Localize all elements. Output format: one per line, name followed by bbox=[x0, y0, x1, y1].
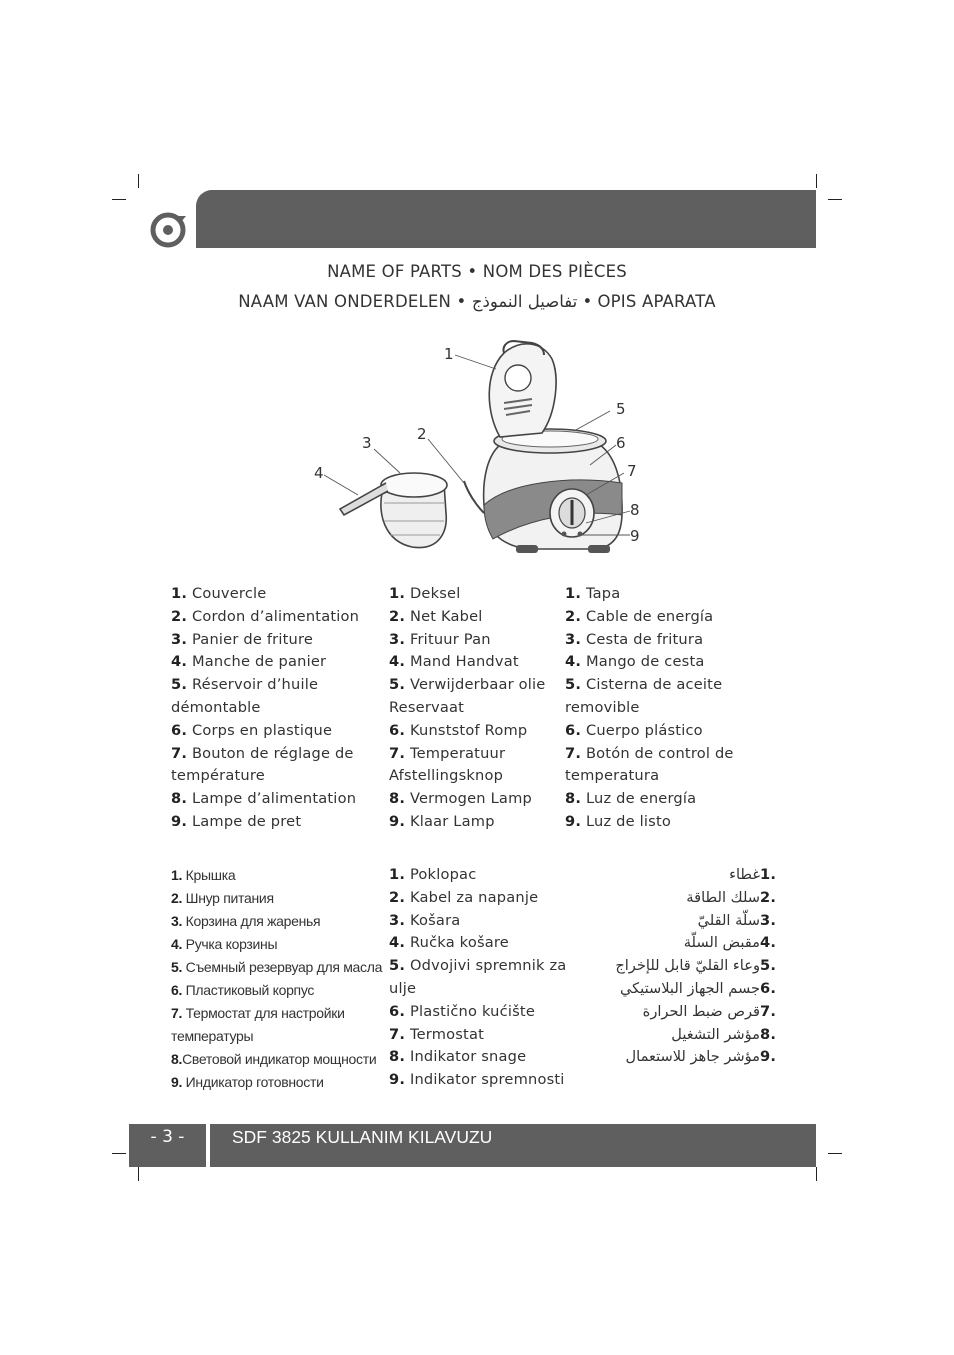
power-cord bbox=[464, 481, 484, 513]
list-item: 9. مؤشر جاهز للاستعمال bbox=[625, 1048, 777, 1066]
list-item: 6. جسم الجهاز البلاستيكي bbox=[619, 979, 777, 997]
list-item: 7. Termostat bbox=[389, 1025, 485, 1043]
callout-7: 7 bbox=[627, 462, 637, 480]
list-item: 3. Panier de friture bbox=[171, 630, 314, 648]
list-item: 7. Temperatuur Afstellingsknop bbox=[389, 744, 506, 785]
list-item: 8. Vermogen Lamp bbox=[389, 790, 532, 808]
list-item: 5. Cisterna de aceite removible bbox=[565, 676, 723, 716]
list-item: 1. Poklopac bbox=[389, 866, 477, 883]
list-item: 8. Indikator snage bbox=[389, 1048, 527, 1066]
list-item: 8. Luz de energía bbox=[565, 790, 697, 808]
list-item: 9. Klaar Lamp bbox=[389, 812, 495, 830]
list-item: 4. مقبض السلّة bbox=[683, 934, 777, 952]
callout-2: 2 bbox=[417, 425, 427, 443]
list-item: 2. Net Kabel bbox=[389, 607, 483, 625]
crop-mark bbox=[138, 1167, 139, 1181]
callout-6: 6 bbox=[616, 434, 626, 452]
list-item: 2. Cordon d’alimentation bbox=[171, 607, 360, 625]
list-item: 7. Термостат для настройки температуры bbox=[171, 1005, 345, 1044]
crop-mark bbox=[816, 174, 817, 188]
ready-lamp-icon bbox=[578, 532, 583, 537]
list-item: 3. Cesta de fritura bbox=[565, 630, 704, 648]
list-item: 3. Frituur Pan bbox=[389, 630, 491, 648]
parts-list-es bbox=[565, 583, 790, 834]
list-item: 6. Cuerpo plástico bbox=[565, 721, 703, 739]
crop-mark bbox=[112, 1153, 126, 1154]
list-item: 2. Cable de energía bbox=[565, 607, 714, 625]
list-item: 3. سلّة القليّ bbox=[697, 911, 777, 929]
list-item: 5. وعاء القليّ قابل للإخراج bbox=[615, 957, 777, 975]
list-item: 4. Mand Handvat bbox=[389, 653, 519, 671]
parts-list-fr bbox=[171, 583, 381, 834]
list-item: 9. Lampe de pret bbox=[171, 812, 302, 830]
list-item: 1. Крышка bbox=[171, 867, 236, 883]
list-item: 3. Košara bbox=[389, 911, 461, 929]
list-item: 2. سلك الطاقة bbox=[686, 888, 777, 906]
list-item: 6. Пластиковый корпус bbox=[171, 982, 315, 998]
list-item: 9. Indikator spremnosti bbox=[389, 1071, 565, 1089]
page-title: NAME OF PARTS • NOM DES PIÈCES bbox=[327, 262, 627, 281]
crop-mark bbox=[112, 199, 126, 200]
callout-5: 5 bbox=[616, 400, 626, 418]
crop-mark bbox=[828, 1153, 842, 1154]
crop-mark bbox=[816, 1167, 817, 1181]
list-item: 3. Корзина для жаренья bbox=[171, 913, 321, 929]
list-item: 5. Verwijderbaar olie Reservaat bbox=[389, 676, 546, 716]
callout-8: 8 bbox=[630, 501, 640, 519]
list-item: 5. Съемный резервуар для масла bbox=[171, 959, 383, 975]
callout-4: 4 bbox=[314, 464, 324, 482]
page-number: - 3 - bbox=[150, 1127, 185, 1147]
list-item: 1. Deksel bbox=[389, 585, 461, 602]
list-item: 4. Ручка корзины bbox=[171, 936, 278, 952]
list-item: 9. Luz de listo bbox=[565, 812, 672, 830]
page-subtitle: NAAM VAN ONDERDELEN • تفاصيل النموذج • OPIS APARATA bbox=[238, 292, 716, 311]
list-item: 4. Manche de panier bbox=[171, 653, 327, 671]
callout-9: 9 bbox=[630, 527, 640, 545]
parts-list-nl bbox=[389, 583, 549, 834]
list-item: 6. Corps en plastique bbox=[171, 721, 333, 739]
list-item: 9. Индикатор готовности bbox=[171, 1074, 324, 1090]
parts-list-ru bbox=[171, 864, 383, 1094]
brand-logo-icon bbox=[150, 212, 190, 248]
list-item: 4. Ručka košare bbox=[389, 934, 509, 952]
header-bar bbox=[196, 190, 816, 248]
crop-mark bbox=[828, 199, 842, 200]
list-item: 4. Mango de cesta bbox=[565, 653, 705, 671]
list-item: 6. Plastično kućište bbox=[389, 1002, 536, 1020]
list-item: 7. Botón de control de temperatura bbox=[565, 744, 734, 785]
footer-title: SDF 3825 KULLANIM KILAVUZU bbox=[232, 1127, 493, 1147]
list-item: 1. Couvercle bbox=[171, 585, 267, 602]
list-item: 7. Bouton de réglage de température bbox=[171, 744, 354, 785]
list-item: 5. Odvojivi spremnik za ulje bbox=[389, 957, 567, 997]
crop-mark bbox=[138, 174, 139, 188]
power-lamp-icon bbox=[562, 532, 567, 537]
callout-1: 1 bbox=[444, 345, 454, 363]
list-item: 8.Световой индикатор мощности bbox=[171, 1051, 377, 1067]
list-item: 1. غطاء bbox=[729, 866, 777, 883]
list-item: 7. قرص ضبط الحرارة bbox=[642, 1002, 777, 1020]
fryer-diagram bbox=[314, 333, 640, 565]
parts-list-ar bbox=[598, 864, 788, 1069]
list-item: 1. Tapa bbox=[565, 585, 621, 602]
list-item: 5. Réservoir d’huile démontable bbox=[171, 676, 319, 716]
list-item: 8. مؤشر التشغيل bbox=[671, 1025, 777, 1043]
list-item: 8. Lampe d’alimentation bbox=[171, 790, 357, 808]
parts-list-bs bbox=[389, 864, 589, 1092]
callout-3: 3 bbox=[362, 434, 372, 452]
list-item: 2. Kabel za napanje bbox=[389, 888, 539, 906]
list-item: 2. Шнур питания bbox=[171, 890, 274, 906]
list-item: 6. Kunststof Romp bbox=[389, 721, 528, 739]
